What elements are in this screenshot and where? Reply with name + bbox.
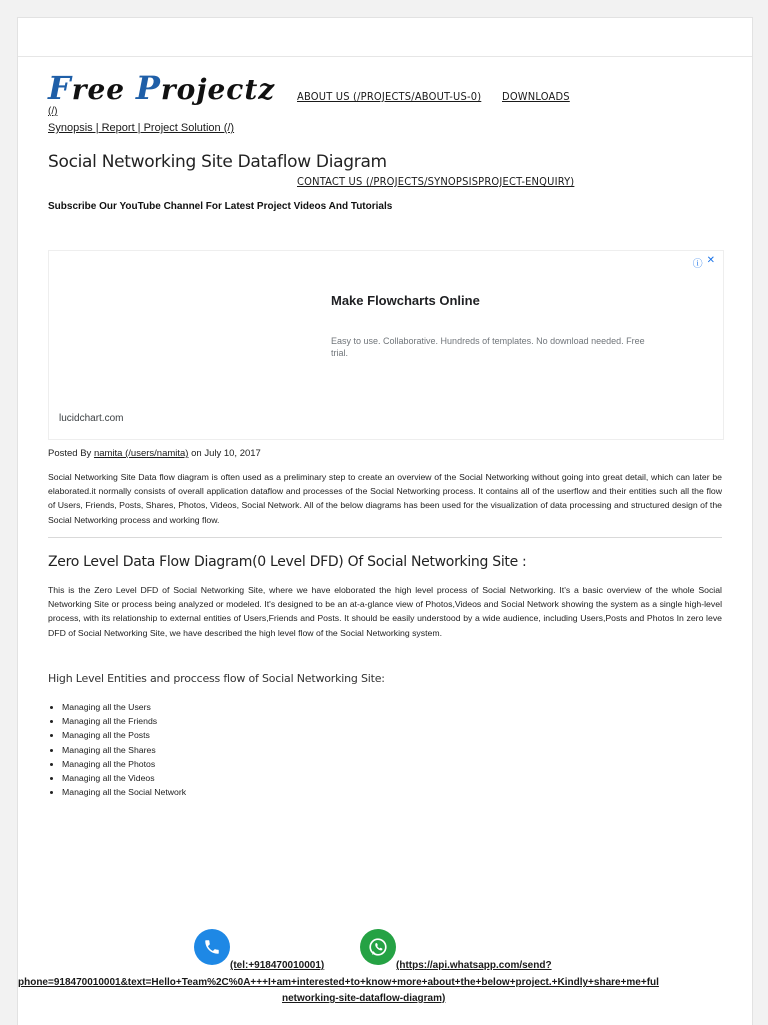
whatsapp-link-line-3[interactable]: networking-site-dataflow-diagram) <box>282 993 446 1004</box>
ad-description: Easy to use. Collaborative. Hundreds of templates. No download needed. Free trial. <box>331 336 645 358</box>
whatsapp-button[interactable] <box>360 929 396 965</box>
list-item: • Managing all the Videos <box>62 771 186 785</box>
post-date: on July 10, 2017 <box>188 448 261 459</box>
nav-downloads-link[interactable]: DOWNLOADS <box>502 90 570 103</box>
nav-home-link[interactable]: (/) <box>48 106 58 117</box>
page-title: Social Networking Site Dataflow Diagram <box>48 152 387 172</box>
nav-contact-us-link[interactable]: CONTACT US (/PROJECTS/SYNOPSISPROJECT-ENQUIRY) <box>297 175 575 188</box>
list-item: • Managing all the Social Network <box>62 785 186 799</box>
section-paragraph: This is the Zero Level DFD of Social Networking Site, where we have eloborated the high level process of Social Networking. It's a basic overview of the whole Social Networking Site or process being analyzed or modeled. It's designed to be an at-a-glance view of Photos,Videos and Social Network showing the system as a single high-level process, with its relationship to external entities of Users,Friends and Posts. It should be easily understood by a wide audience, including Users,Posts and Photos In zero leve DFD of Social Networking Site, we have described the high level flow of the Social Networking system. <box>48 585 722 638</box>
ad-info-icon[interactable]: ⓘ <box>692 259 703 270</box>
list-item: • Managing all the Shares <box>62 743 186 757</box>
nav-synopsis-link[interactable]: Synopsis | Report | Project Solution (/) <box>48 122 235 134</box>
site-logo[interactable] <box>48 68 275 108</box>
whatsapp-icon <box>367 936 389 958</box>
tel-link[interactable]: (tel:+918470010001) <box>230 960 325 971</box>
list-item: • Managing all the Photos <box>62 757 186 771</box>
ad-banner[interactable] <box>48 250 724 440</box>
logo-text: Free Projectz <box>48 69 276 107</box>
call-button[interactable] <box>194 929 230 965</box>
close-icon[interactable]: ✕ <box>706 255 715 266</box>
page-container <box>17 17 753 1025</box>
ad-url[interactable]: lucidchart.com <box>59 413 124 424</box>
author-link[interactable]: namita (/users/namita) <box>93 448 189 459</box>
section-divider <box>48 537 722 538</box>
subscribe-text: Subscribe Our YouTube Channel For Latest Project Videos And Tutorials <box>48 201 393 212</box>
ad-title[interactable]: Make Flowcharts Online <box>331 293 480 308</box>
whatsapp-link[interactable]: (https://api.whatsapp.com/send? <box>396 960 552 971</box>
top-divider <box>18 56 752 57</box>
phone-icon <box>203 938 221 956</box>
whatsapp-link-line-2[interactable]: phone=918470010001&text=Hello+Team%2C%0A+++I+am+interested+to+know+more+about+the+below+project.+Kindly+share+me+ful <box>18 977 659 988</box>
intro-paragraph: Social Networking Site Data flow diagram is often used as a preliminary step to create an overview of the Social Networking without going into great detail, which can later be elaborated.it normally consists of overall application dataflow and processes of the Social Networking process. It contains all of the userflow and their entities such all the flow of Users, Friends, Posts, Shares, Photos, Videos, Social Network. All of the below diagrams has been used for the visualization of data processing and structured design of the Social Networking process and working flow. <box>48 472 722 525</box>
ad-controls <box>693 255 715 270</box>
section-heading: Zero Level Data Flow Diagram(0 Level DFD) Of Social Networking Site : <box>48 554 527 570</box>
post-meta <box>48 448 261 459</box>
posted-by-label: Posted By <box>48 448 94 459</box>
list-item: • Managing all the Friends <box>62 714 186 728</box>
entities-list <box>48 700 186 799</box>
list-item: • Managing all the Posts <box>62 728 186 742</box>
entities-subheading: High Level Entities and proccess flow of Social Networking Site: <box>48 672 385 685</box>
list-item: • Managing all the Users <box>62 700 186 714</box>
nav-about-us-link[interactable]: ABOUT US (/PROJECTS/ABOUT-US-0) <box>297 90 482 103</box>
